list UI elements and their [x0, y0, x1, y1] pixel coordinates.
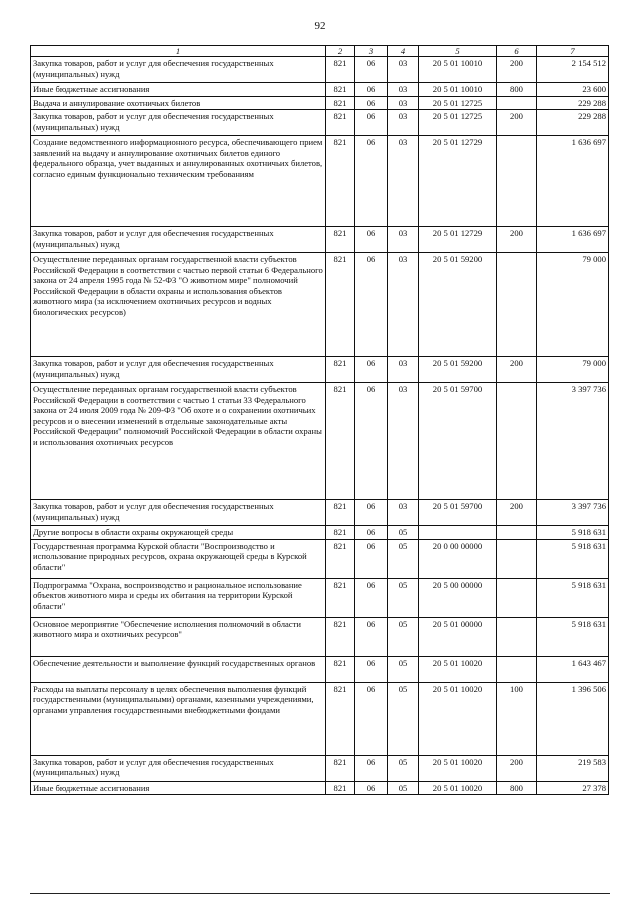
row-target-item-cell [419, 526, 497, 539]
row-expense-type-cell: 200 [497, 110, 537, 136]
row-expense-type-cell: 200 [497, 357, 537, 383]
row-subsection-cell: 03 [388, 227, 419, 253]
row-target-item-cell: 20 0 00 00000 [419, 539, 497, 578]
row-expense-type-cell [497, 526, 537, 539]
row-amount-cell: 23 600 [537, 83, 609, 96]
row-name-cell: Обеспечение деятельности и выполнение функций государственных органов [31, 656, 326, 682]
row-section-cell: 06 [355, 383, 388, 500]
row-amount-cell: 219 583 [537, 755, 609, 781]
row-name-cell: Другие вопросы в области охраны окружающей среды [31, 526, 326, 539]
row-name-cell: Осуществление переданных органам государственной власти субъектов Российской Федерации в соответствии с частью 1 статьи 33 Федерального закона от 24 июля 2009 года № 209-ФЗ "Об охоте и о сохранении охотничьих ресурсов и о внесении изменений в отдельные законодательные акты Российской Федерации" полномочий Российской Федерации в области охраны и использования охотничьих ресурсов [31, 383, 326, 500]
row-name-cell: Закупка товаров, работ и услуг для обеспечения государственных (муниципальных) нужд [31, 755, 326, 781]
table-row [31, 682, 609, 755]
row-amount-cell: 5 918 631 [537, 526, 609, 539]
table-row [31, 136, 609, 227]
row-amount-cell: 79 000 [537, 357, 609, 383]
row-section-cell: 06 [355, 682, 388, 755]
row-admin-code-cell: 821 [326, 755, 355, 781]
row-admin-code-cell: 821 [326, 83, 355, 96]
row-subsection-cell: 03 [388, 383, 419, 500]
row-expense-type-cell [497, 383, 537, 500]
row-section-cell: 06 [355, 136, 388, 227]
row-name-cell: Иные бюджетные ассигнования [31, 83, 326, 96]
row-expense-type-cell [497, 136, 537, 227]
row-amount-cell: 1 636 697 [537, 227, 609, 253]
row-name-cell: Закупка товаров, работ и услуг для обеспечения государственных (муниципальных) нужд [31, 227, 326, 253]
table-row [31, 96, 609, 109]
row-target-item-cell: 20 5 01 10020 [419, 682, 497, 755]
row-section-cell: 06 [355, 357, 388, 383]
row-subsection-cell: 05 [388, 617, 419, 656]
row-amount-cell: 229 288 [537, 110, 609, 136]
row-expense-type-cell [497, 253, 537, 357]
row-admin-code-cell: 821 [326, 682, 355, 755]
table-row [31, 227, 609, 253]
row-admin-code-cell: 821 [326, 526, 355, 539]
row-expense-type-cell [497, 539, 537, 578]
row-admin-code-cell: 821 [326, 539, 355, 578]
row-subsection-cell: 03 [388, 83, 419, 96]
row-expense-type-cell [497, 578, 537, 617]
row-expense-type-cell [497, 656, 537, 682]
row-section-cell: 06 [355, 755, 388, 781]
row-expense-type-cell: 800 [497, 83, 537, 96]
row-name-cell: Закупка товаров, работ и услуг для обеспечения государственных (муниципальных) нужд [31, 57, 326, 83]
table-row [31, 383, 609, 500]
row-name-cell: Осуществление переданных органам государственной власти субъектов Российской Федерации в соответствии с частью первой статьи 6 Федерального закона от 24 апреля 1995 года № 52-ФЗ "О животном мире" полномочий Российской Федерации в области охраны и использования объектов животного мира (за исключением охотничьих ресурсов и водных биологических ресурсов) [31, 253, 326, 357]
row-amount-cell: 5 918 631 [537, 617, 609, 656]
row-amount-cell: 27 378 [537, 781, 609, 794]
row-admin-code-cell: 821 [326, 781, 355, 794]
row-admin-code-cell: 821 [326, 227, 355, 253]
row-admin-code-cell: 821 [326, 617, 355, 656]
row-admin-code-cell: 821 [326, 110, 355, 136]
col-header-2: 2 [326, 46, 355, 57]
row-section-cell: 06 [355, 617, 388, 656]
row-amount-cell: 1 396 506 [537, 682, 609, 755]
row-name-cell: Иные бюджетные ассигнования [31, 781, 326, 794]
row-amount-cell: 5 918 631 [537, 578, 609, 617]
row-subsection-cell: 05 [388, 656, 419, 682]
row-amount-cell: 1 636 697 [537, 136, 609, 227]
budget-table [30, 45, 609, 795]
row-amount-cell: 5 918 631 [537, 539, 609, 578]
row-subsection-cell: 05 [388, 781, 419, 794]
row-target-item-cell: 20 5 01 10020 [419, 781, 497, 794]
row-subsection-cell: 03 [388, 96, 419, 109]
table-row [31, 110, 609, 136]
table-row [31, 539, 609, 578]
row-admin-code-cell: 821 [326, 136, 355, 227]
row-admin-code-cell: 821 [326, 357, 355, 383]
row-amount-cell: 229 288 [537, 96, 609, 109]
row-section-cell: 06 [355, 578, 388, 617]
table-row [31, 83, 609, 96]
row-expense-type-cell [497, 96, 537, 109]
row-admin-code-cell: 821 [326, 578, 355, 617]
row-name-cell: Выдача и аннулирование охотничьих билетов [31, 96, 326, 109]
row-subsection-cell: 03 [388, 253, 419, 357]
row-section-cell: 06 [355, 539, 388, 578]
table-header-row [31, 46, 609, 57]
table-row [31, 357, 609, 383]
row-section-cell: 06 [355, 253, 388, 357]
row-target-item-cell: 20 5 01 12725 [419, 110, 497, 136]
row-amount-cell: 79 000 [537, 253, 609, 357]
row-section-cell: 06 [355, 110, 388, 136]
row-subsection-cell: 05 [388, 539, 419, 578]
row-target-item-cell: 20 5 00 00000 [419, 578, 497, 617]
row-section-cell: 06 [355, 781, 388, 794]
table-row [31, 578, 609, 617]
row-section-cell: 06 [355, 656, 388, 682]
row-target-item-cell: 20 5 01 59700 [419, 383, 497, 500]
col-header-1: 1 [31, 46, 326, 57]
row-name-cell: Закупка товаров, работ и услуг для обеспечения государственных (муниципальных) нужд [31, 500, 326, 526]
row-target-item-cell: 20 5 01 59200 [419, 357, 497, 383]
row-expense-type-cell: 800 [497, 781, 537, 794]
col-header-6: 6 [497, 46, 537, 57]
row-subsection-cell: 03 [388, 57, 419, 83]
row-target-item-cell: 20 5 01 10020 [419, 656, 497, 682]
row-target-item-cell: 20 5 01 10010 [419, 83, 497, 96]
table-row [31, 781, 609, 794]
row-target-item-cell: 20 5 01 00000 [419, 617, 497, 656]
row-subsection-cell: 03 [388, 110, 419, 136]
row-amount-cell: 1 643 467 [537, 656, 609, 682]
row-subsection-cell: 05 [388, 682, 419, 755]
row-name-cell: Расходы на выплаты персоналу в целях обеспечения выполнения функций государственными (муниципальными) органами, казенными учреждениями, органами управления государственными внебюджетными фондами [31, 682, 326, 755]
col-header-7: 7 [537, 46, 609, 57]
row-expense-type-cell: 100 [497, 682, 537, 755]
row-target-item-cell: 20 5 01 10020 [419, 755, 497, 781]
table-row [31, 57, 609, 83]
row-name-cell: Основное мероприятие "Обеспечение исполнения полномочий в области животного мира и охотничьих ресурсов" [31, 617, 326, 656]
row-target-item-cell: 20 5 01 12729 [419, 227, 497, 253]
row-target-item-cell: 20 5 01 59200 [419, 253, 497, 357]
row-expense-type-cell: 200 [497, 57, 537, 83]
table-row [31, 656, 609, 682]
row-expense-type-cell: 200 [497, 227, 537, 253]
row-section-cell: 06 [355, 227, 388, 253]
row-name-cell: Создание ведомственного информационного ресурса, обеспечивающего прием заявлений на выдачу и аннулирование охотничьих билетов единого федерального образца, учет выданных и аннулированных охотничьих билетов, согласно единым функционально техническим требованиям [31, 136, 326, 227]
row-admin-code-cell: 821 [326, 383, 355, 500]
row-expense-type-cell: 200 [497, 755, 537, 781]
row-section-cell: 06 [355, 96, 388, 109]
row-target-item-cell: 20 5 01 12725 [419, 96, 497, 109]
row-subsection-cell: 03 [388, 136, 419, 227]
row-subsection-cell: 05 [388, 755, 419, 781]
row-subsection-cell: 03 [388, 500, 419, 526]
bottom-rule [30, 893, 610, 894]
row-subsection-cell: 03 [388, 357, 419, 383]
row-expense-type-cell: 200 [497, 500, 537, 526]
row-amount-cell: 3 397 736 [537, 383, 609, 500]
row-expense-type-cell [497, 617, 537, 656]
row-admin-code-cell: 821 [326, 656, 355, 682]
row-name-cell: Подпрограмма "Охрана, воспроизводство и рациональное использование объектов животного мира и среды их обитания на территории Курской области" [31, 578, 326, 617]
row-admin-code-cell: 821 [326, 500, 355, 526]
table-row [31, 755, 609, 781]
row-target-item-cell: 20 5 01 59700 [419, 500, 497, 526]
row-admin-code-cell: 821 [326, 96, 355, 109]
row-amount-cell: 3 397 736 [537, 500, 609, 526]
col-header-3: 3 [355, 46, 388, 57]
table-row [31, 253, 609, 357]
row-admin-code-cell: 821 [326, 57, 355, 83]
row-name-cell: Государственная программа Курской области "Воспроизводство и использование природных ресурсов, охрана окружающей среды в Курской области" [31, 539, 326, 578]
row-subsection-cell: 05 [388, 526, 419, 539]
row-name-cell: Закупка товаров, работ и услуг для обеспечения государственных (муниципальных) нужд [31, 110, 326, 136]
col-header-5: 5 [419, 46, 497, 57]
col-header-4: 4 [388, 46, 419, 57]
table-row [31, 500, 609, 526]
row-section-cell: 06 [355, 57, 388, 83]
row-subsection-cell: 05 [388, 578, 419, 617]
page-number: 92 [314, 20, 326, 32]
table-row [31, 526, 609, 539]
row-amount-cell: 2 154 512 [537, 57, 609, 83]
table-row [31, 617, 609, 656]
row-name-cell: Закупка товаров, работ и услуг для обеспечения государственных (муниципальных) нужд [31, 357, 326, 383]
row-target-item-cell: 20 5 01 12729 [419, 136, 497, 227]
row-admin-code-cell: 821 [326, 253, 355, 357]
row-section-cell: 06 [355, 526, 388, 539]
row-section-cell: 06 [355, 83, 388, 96]
row-target-item-cell: 20 5 01 10010 [419, 57, 497, 83]
row-section-cell: 06 [355, 500, 388, 526]
